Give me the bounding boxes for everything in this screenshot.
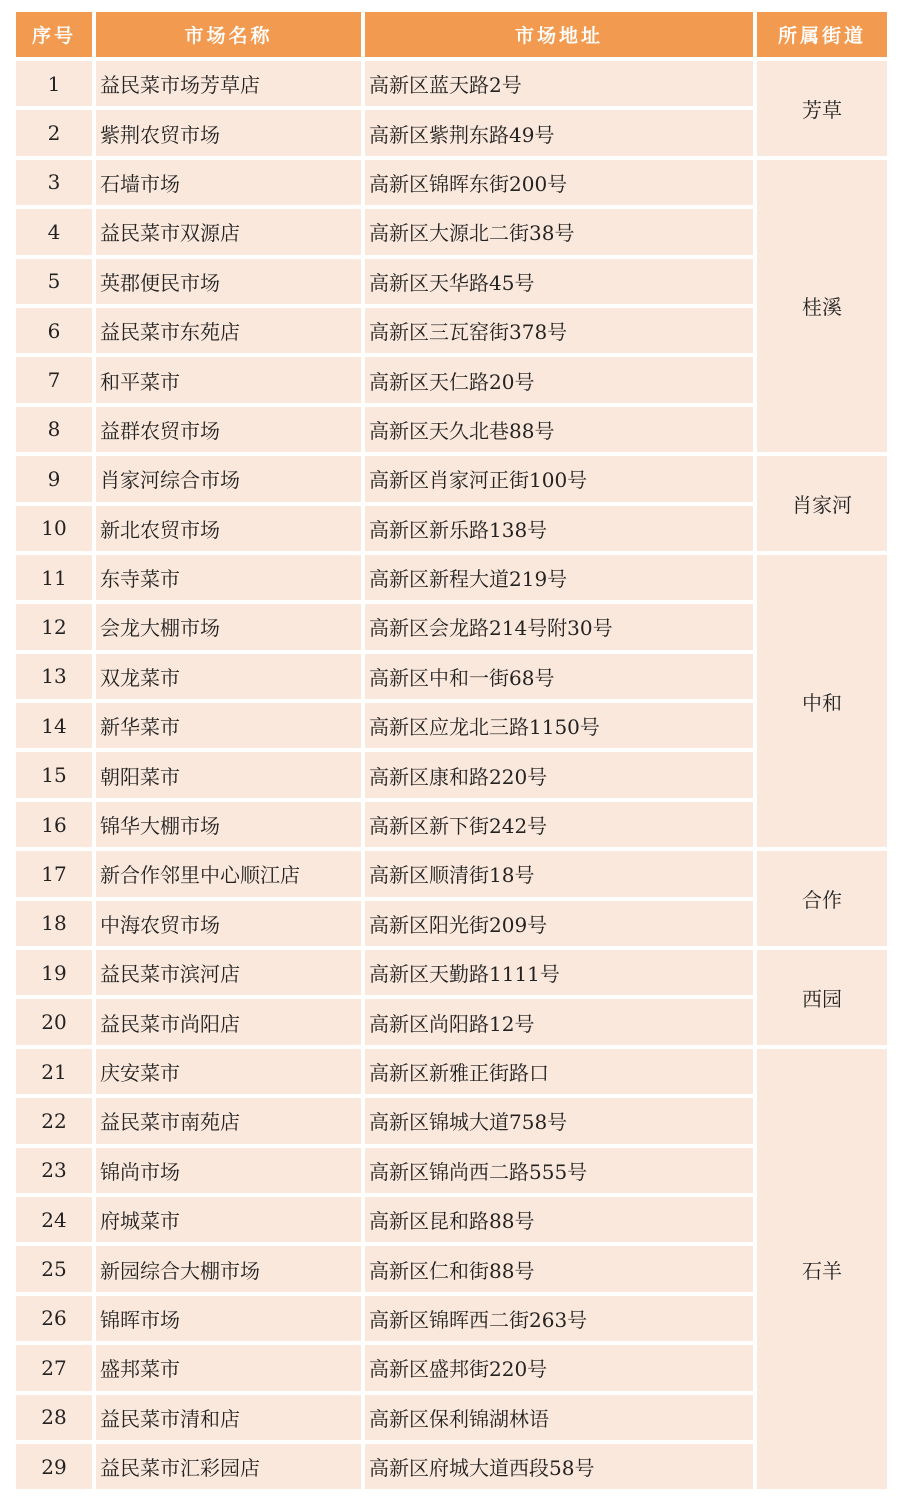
- market-address: 高新区蓝天路2号: [365, 61, 753, 106]
- market-address: 高新区阳光街209号: [365, 901, 753, 946]
- street-name: 合作: [757, 851, 887, 946]
- market-name: 中海农贸市场: [96, 901, 361, 946]
- row-index: 25: [16, 1246, 92, 1291]
- market-name: 双龙菜市: [96, 654, 361, 699]
- row-index: 14: [16, 703, 92, 748]
- market-name: 盛邦菜市: [96, 1345, 361, 1390]
- row-index: 29: [16, 1444, 92, 1489]
- market-name: 新北农贸市场: [96, 506, 361, 551]
- market-address: 高新区昆和路88号: [365, 1197, 753, 1242]
- market-name: 会龙大棚市场: [96, 604, 361, 649]
- market-name: 益民菜市清和店: [96, 1395, 361, 1440]
- table-body: [16, 61, 887, 1489]
- market-address: 高新区康和路220号: [365, 752, 753, 797]
- market-address: 高新区锦晖西二街263号: [365, 1296, 753, 1341]
- street-name: 芳草: [757, 61, 887, 156]
- row-index: 9: [16, 456, 92, 501]
- row-index: 26: [16, 1296, 92, 1341]
- market-address: 高新区大源北二街38号: [365, 209, 753, 254]
- market-address: 高新区三瓦窑街378号: [365, 308, 753, 353]
- market-name: 石墙市场: [96, 160, 361, 205]
- header-market-address: 市场地址: [365, 12, 753, 57]
- row-index: 11: [16, 555, 92, 600]
- market-address: 高新区府城大道西段58号: [365, 1444, 753, 1489]
- table-row: [16, 160, 887, 205]
- market-name: 锦华大棚市场: [96, 802, 361, 847]
- street-name: 桂溪: [757, 160, 887, 452]
- market-name: 肖家河综合市场: [96, 456, 361, 501]
- market-address: 高新区锦晖东街200号: [365, 160, 753, 205]
- header-market-name: 市场名称: [96, 12, 361, 57]
- market-name: 锦晖市场: [96, 1296, 361, 1341]
- market-name: 益民菜市汇彩园店: [96, 1444, 361, 1489]
- market-address: 高新区天久北巷88号: [365, 407, 753, 452]
- market-name: 益民菜市东苑店: [96, 308, 361, 353]
- market-name: 锦尚市场: [96, 1148, 361, 1193]
- market-address: 高新区锦城大道758号: [365, 1098, 753, 1143]
- market-address: 高新区盛邦街220号: [365, 1345, 753, 1390]
- market-name: 益民菜市尚阳店: [96, 999, 361, 1044]
- row-index: 22: [16, 1098, 92, 1143]
- market-address: 高新区仁和街88号: [365, 1246, 753, 1291]
- market-table: [12, 8, 891, 1493]
- market-address: 高新区天仁路20号: [365, 357, 753, 402]
- market-address: 高新区肖家河正街100号: [365, 456, 753, 501]
- row-index: 27: [16, 1345, 92, 1390]
- row-index: 24: [16, 1197, 92, 1242]
- row-index: 10: [16, 506, 92, 551]
- street-name: 石羊: [757, 1049, 887, 1490]
- table-row: [16, 61, 887, 106]
- market-address: 高新区保利锦湖林语: [365, 1395, 753, 1440]
- market-address: 高新区天勤路1111号: [365, 950, 753, 995]
- row-index: 15: [16, 752, 92, 797]
- market-address: 高新区新程大道219号: [365, 555, 753, 600]
- market-address: 高新区新雅正街路口: [365, 1049, 753, 1094]
- market-name: 和平菜市: [96, 357, 361, 402]
- market-name: 英郡便民市场: [96, 259, 361, 304]
- market-address: 高新区天华路45号: [365, 259, 753, 304]
- market-address: 高新区中和一街68号: [365, 654, 753, 699]
- market-name: 益民菜市滨河店: [96, 950, 361, 995]
- market-name: 益民菜市场芳草店: [96, 61, 361, 106]
- market-name: 新华菜市: [96, 703, 361, 748]
- market-address: 高新区会龙路214号附30号: [365, 604, 753, 649]
- street-name: 肖家河: [757, 456, 887, 551]
- row-index: 23: [16, 1148, 92, 1193]
- row-index: 13: [16, 654, 92, 699]
- table-row: [16, 456, 887, 501]
- row-index: 17: [16, 851, 92, 896]
- row-index: 18: [16, 901, 92, 946]
- row-index: 2: [16, 110, 92, 155]
- market-address: 高新区紫荆东路49号: [365, 110, 753, 155]
- row-index: 7: [16, 357, 92, 402]
- row-index: 3: [16, 160, 92, 205]
- market-name: 东寺菜市: [96, 555, 361, 600]
- row-index: 8: [16, 407, 92, 452]
- market-name: 益民菜市双源店: [96, 209, 361, 254]
- market-name: 新园综合大棚市场: [96, 1246, 361, 1291]
- row-index: 19: [16, 950, 92, 995]
- row-index: 16: [16, 802, 92, 847]
- market-name: 益民菜市南苑店: [96, 1098, 361, 1143]
- table-row: [16, 555, 887, 600]
- table-row: [16, 1049, 887, 1094]
- table-row: [16, 851, 887, 896]
- market-name: 朝阳菜市: [96, 752, 361, 797]
- market-address: 高新区尚阳路12号: [365, 999, 753, 1044]
- market-address: 高新区应龙北三路1150号: [365, 703, 753, 748]
- market-address: 高新区新乐路138号: [365, 506, 753, 551]
- market-name: 府城菜市: [96, 1197, 361, 1242]
- row-index: 6: [16, 308, 92, 353]
- row-index: 20: [16, 999, 92, 1044]
- header-street: 所属街道: [757, 12, 887, 57]
- row-index: 28: [16, 1395, 92, 1440]
- market-name: 益群农贸市场: [96, 407, 361, 452]
- street-name: 中和: [757, 555, 887, 847]
- row-index: 1: [16, 61, 92, 106]
- market-address: 高新区新下街242号: [365, 802, 753, 847]
- row-index: 12: [16, 604, 92, 649]
- street-name: 西园: [757, 950, 887, 1045]
- market-name: 庆安菜市: [96, 1049, 361, 1094]
- header-row: [16, 12, 887, 57]
- row-index: 21: [16, 1049, 92, 1094]
- market-address: 高新区锦尚西二路555号: [365, 1148, 753, 1193]
- market-name: 新合作邻里中心顺江店: [96, 851, 361, 896]
- market-address: 高新区顺清街18号: [365, 851, 753, 896]
- row-index: 5: [16, 259, 92, 304]
- row-index: 4: [16, 209, 92, 254]
- table-row: [16, 950, 887, 995]
- market-name: 紫荆农贸市场: [96, 110, 361, 155]
- header-index: 序号: [16, 12, 92, 57]
